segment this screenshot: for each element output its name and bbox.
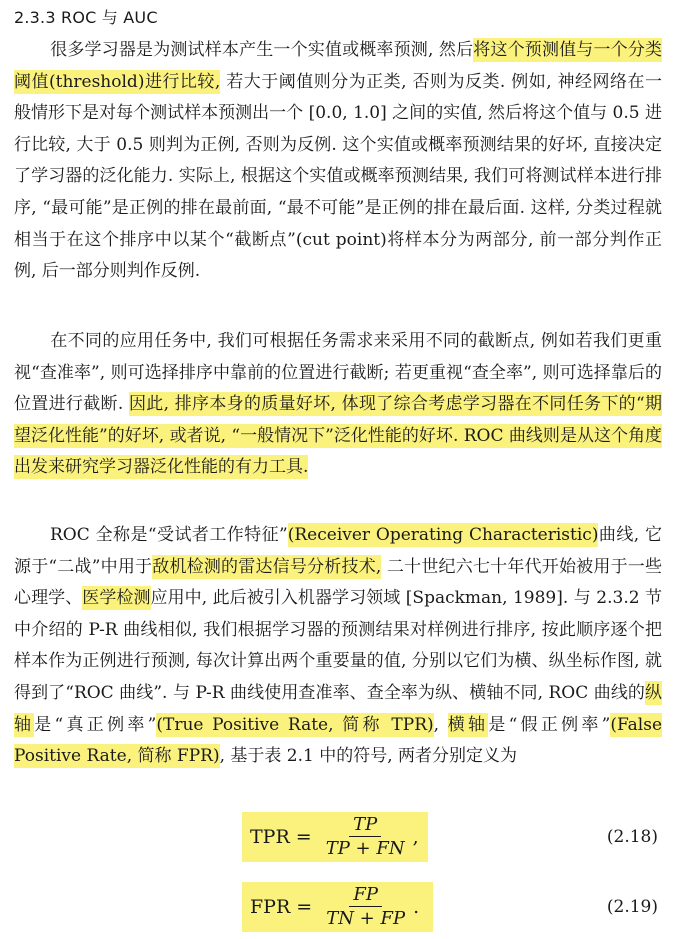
text-segment: , 基于表 2.1 中的符号, 两者分别定义为 <box>219 746 518 767</box>
equation-fpr <box>0 882 680 932</box>
section-heading <box>14 5 158 28</box>
highlighted-text: 将这个预测值与一个分类阈值(threshold)进行比较, <box>14 40 662 92</box>
text-segment: 很多学习器是为测试样本产生一个实值或概率预测, 然后 <box>50 40 474 60</box>
highlighted-text: 敌机检测的雷达信号分析技术, <box>152 556 382 577</box>
equals-sign: = <box>295 826 312 848</box>
equation-punctuation: . <box>413 896 420 918</box>
section-title: ROC 与 AUC <box>61 8 158 27</box>
highlighted-text: 横轴 <box>447 714 489 735</box>
text-segment: ROC 全称是“受试者工作特征” <box>50 525 288 545</box>
highlighted-text: 因此, 排序本身的质量好坏, 体现了综合考虑学习器在不同任务下的“期望泛化性能”的好坏, 或者说, “一般情况下”泛化性能的好坏. ROC 曲线则是从这个角度出发来研究学习器泛化性能的有力工具. <box>14 394 662 478</box>
highlighted-text: 纵轴 <box>14 682 662 735</box>
equation-fpr-highlight <box>242 882 433 932</box>
equals-sign: = <box>296 896 313 918</box>
fraction-denominator: TP + FN <box>325 838 405 859</box>
equation-punctuation: , <box>412 826 419 848</box>
fraction-denominator: TN + FP <box>326 908 406 929</box>
text-segment: , <box>433 714 448 735</box>
text-segment: 应用中, 此后被引入机器学习领域 [Spackman, 1989]. 与 2.3.2 节中介绍的 P-R 曲线相似, 我们根据学习器的预测结果对样例进行排序, 按此顺序逐个把样本作为正例进行预测, 每次计算出两个重要量的值, 分别以它们为横、纵坐标作图, 就得到了“ROC 曲线”. 与 P-R 曲线使用查准率、查全率为纵、横轴不同, ROC 曲线的 <box>14 588 663 703</box>
fraction <box>322 815 409 859</box>
paragraph-1 <box>14 35 662 288</box>
text-segment: 是“假正例率” <box>488 714 611 735</box>
text-segment: 若大于阈值则分为正类, 否则为反类. 例如, 神经网络在一般情形下是对每个测试样本预测出一个 [0.0, 1.0] 之间的实值, 然后将这个值与 0.5 进行比较, 大于 0.5 则判为正例, 否则为反例. 这个实值或概率预测结果的好坏, 直接决定了学习器的泛化能力. 实际上, 根据这个实值或概率预测结果, 我们可将测试样本进行排序, “最可能”是正例的排在最前面, “最不可能”是正例的排在最后面. 这样, 分类过程就相当于在这个排序中以某个“截断点”(cut point)将样本分为两部分, 前一部分判作正例, 后一部分则判作反例. <box>14 71 662 282</box>
equation-number: (2.18) <box>606 827 658 847</box>
text-segment: 在不同的应用任务中, 我们可根据任务需求来采用不同的截断点, 例如若我们更重视“查准率”, 则可选择排序中靠前的位置进行截断; 若更重视“查全率”, 则可选择靠后的位置进行截断. <box>14 331 662 415</box>
text-segment: 是“真正例率” <box>34 714 157 735</box>
equation-number: (2.19) <box>606 897 658 917</box>
fraction <box>322 885 409 929</box>
equation-lhs: FPR <box>250 896 291 918</box>
paragraph-2 <box>14 326 662 484</box>
fraction-numerator: FP <box>349 885 382 907</box>
fraction-numerator: TP <box>349 815 381 837</box>
equation-tpr <box>0 812 680 862</box>
equation-tpr-highlight <box>242 812 428 862</box>
equation-lhs: TPR <box>250 826 290 848</box>
section-number: 2.3.3 <box>14 8 56 27</box>
text-segment: 曲线, 它源于“二战”中用于 <box>14 525 663 577</box>
highlighted-text: 医学检测 <box>82 588 151 609</box>
highlighted-text: (False Positive Rate, 简称 FPR) <box>14 714 663 767</box>
text-segment: 二十世纪六七十年代开始被用于一些心理学、 <box>14 556 662 609</box>
paragraph-3 <box>14 520 662 773</box>
highlighted-text: (Receiver Operating Characteristic) <box>287 525 599 545</box>
highlighted-text: (True Positive Rate, 简称 TPR) <box>156 714 434 735</box>
